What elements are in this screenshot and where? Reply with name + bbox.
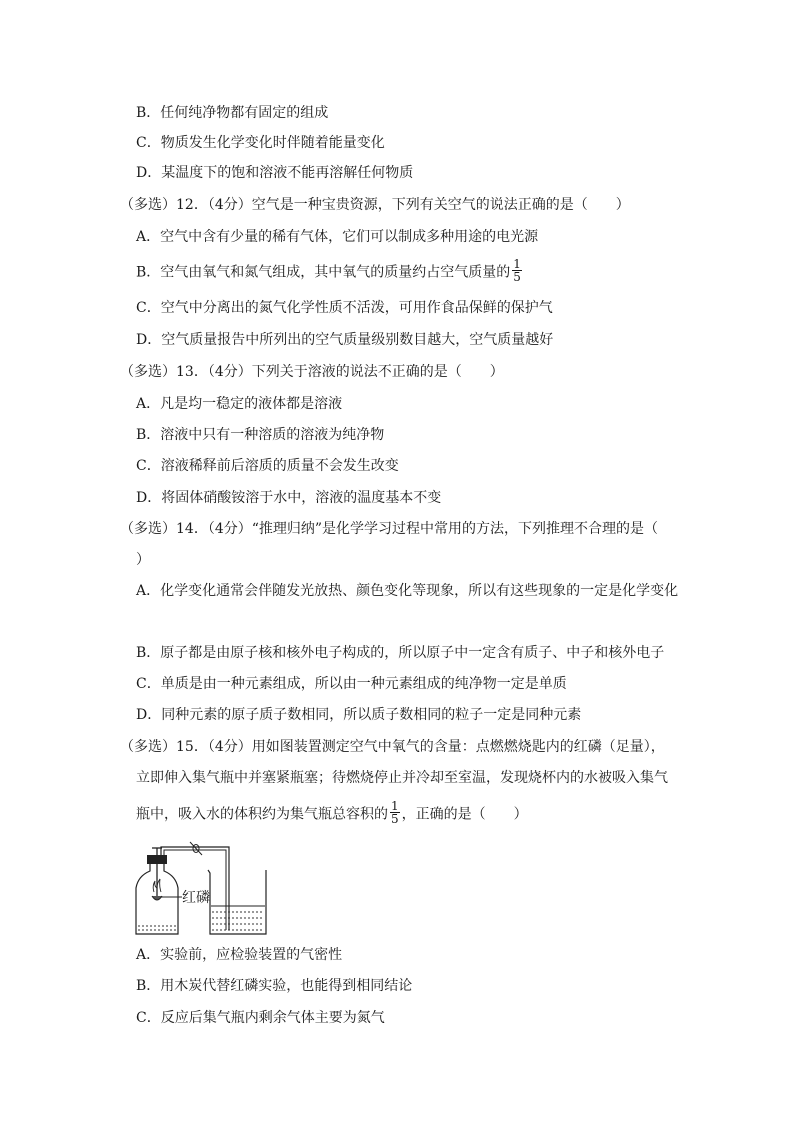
oxygen-measurement-apparatus (130, 840, 275, 940)
glass-tube (161, 847, 229, 930)
q14-option-a: A．化学变化通常会伴随发光放热、颜色变化等现象，所以有这些现象的一定是化学变化 (136, 583, 679, 599)
q12-option-b-fraction (512, 258, 522, 283)
q13-option-c: C．溶液稀释前后溶质的质量不会发生改变 (136, 458, 399, 474)
q15-stem-fraction (390, 800, 400, 825)
q12-option-d: D．空气质量报告中所列出的空气质量级别数目越大，空气质量越好 (136, 332, 554, 348)
fraction-denominator: 5 (513, 270, 521, 284)
q15-option-c: C．反应后集气瓶内剩余气体主要为氮气 (136, 1010, 385, 1026)
q11-option-d: D．某温度下的饱和溶液不能再溶解任何物质 (136, 165, 414, 181)
q12-option-b (136, 257, 524, 285)
fraction-denominator: 5 (391, 812, 399, 826)
combustion-spoon (152, 896, 162, 900)
q14-stem-line-2: ） (136, 552, 150, 568)
q14-option-b: B．原子都是由原子核和核外电子构成的，所以原子中一定含有质子、中子和核外电子 (136, 645, 665, 661)
spring-clamp-arm (190, 842, 202, 855)
q13-stem: （多选）13．（4分）下列关于溶液的说法不正确的是（ ） (120, 364, 504, 380)
q14-stem-line-1: （多选）14．（4分）“推理归纳”是化学学习过程中常用的方法，下列推理不合理的是（ (120, 521, 659, 537)
q15-stem-line-3-end: ，正确的是（ ） (401, 806, 528, 823)
q14-option-d: D．同种元素的原子质子数相同，所以质子数相同的粒子一定是同种元素 (136, 707, 582, 723)
q11-option-c: C．物质发生化学变化时伴随着能量变化 (136, 135, 385, 151)
fraction-numerator: 1 (513, 257, 521, 271)
q15-option-b: B．用木炭代替红磷实验，也能得到相同结论 (136, 978, 413, 994)
q13-option-b: B．溶液中只有一种溶质的溶液为纯净物 (136, 427, 385, 443)
q12-option-c: C．空气中分离出的氮气化学性质不活泼，可用作食品保鲜的保护气 (136, 300, 553, 316)
q12-stem: （多选）12．（4分）空气是一种宝贵资源，下列有关空气的说法正确的是（ ） (120, 197, 630, 213)
q12-option-a: A．空气中含有少量的稀有气体，它们可以制成多种用途的电光源 (136, 229, 539, 245)
q12-option-b-text: B．空气由氧气和氮气组成，其中氧气的质量约占空气质量的 (136, 264, 511, 281)
q15-stem-line-1: （多选）15．（4分）用如图装置测定空气中氧气的含量：点燃燃烧匙内的红磷（足量）， (120, 739, 665, 755)
q13-option-a: A．凡是均一稳定的液体都是溶液 (136, 396, 343, 412)
red-phosphorus-label: 红磷 (182, 890, 210, 906)
q14-option-c: C．单质是由一种元素组成，所以由一种元素组成的纯净物一定是单质 (136, 676, 567, 692)
q15-stem-line-3-text: 瓶中，吸入水的体积约为集气瓶总容积的 (136, 806, 388, 823)
q15-stem-line-2: 立即伸入集气瓶中并塞紧瓶塞；待燃烧停止并冷却至室温，发现烧杯内的水被吸入集气 (136, 770, 668, 786)
q11-option-b: B．任何纯净物都有固定的组成 (136, 105, 329, 121)
q15-option-a: A．实验前，应检验装置的气密性 (136, 947, 343, 963)
q15-stem-line-3 (136, 799, 528, 827)
fraction-numerator: 1 (391, 799, 399, 813)
q13-option-d: D．将固体硝酸铵溶于水中，溶液的温度基本不变 (136, 490, 442, 506)
